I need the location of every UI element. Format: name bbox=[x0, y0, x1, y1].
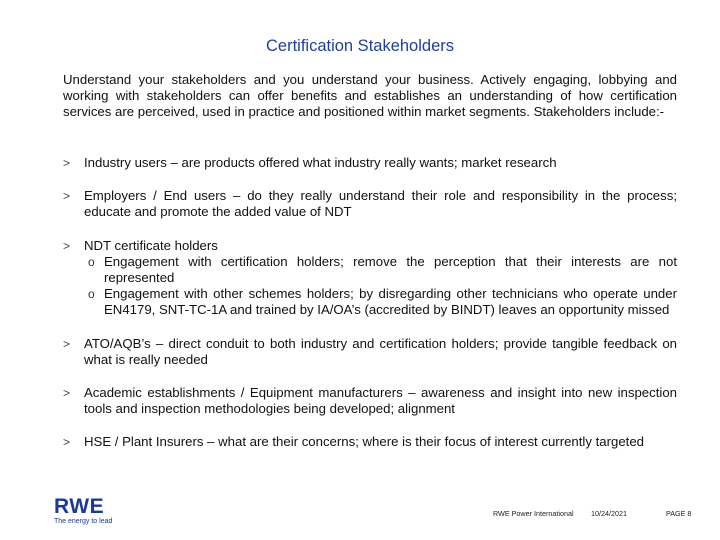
sub-list-item bbox=[84, 286, 677, 318]
sub-list bbox=[84, 254, 677, 319]
slide-title: Certification Stakeholders bbox=[265, 37, 454, 55]
list-item bbox=[63, 434, 677, 450]
list-item-text: Employers / End users – do they really understand their role and responsibility in the process; educate and promote the added value of NDT bbox=[84, 188, 677, 220]
chevron-right-icon: > bbox=[63, 435, 71, 450]
circle-bullet-icon: o bbox=[88, 287, 95, 302]
chevron-right-icon: > bbox=[63, 238, 71, 253]
chevron-right-icon: > bbox=[63, 386, 71, 401]
sub-list-item-text: Engagement with other schemes holders; by disregarding other technicians who operate under EN4179, SNT-TC-1A and trained by IA/OA’s (accredited by BINDT) leaves an opportunity missed bbox=[104, 286, 677, 318]
list-item bbox=[63, 238, 677, 319]
footer-date: 10/24/2021 bbox=[591, 509, 627, 518]
sub-list-item-text: Engagement with certification holders; remove the perception that their interests are not represented bbox=[104, 253, 677, 286]
circle-bullet-icon: o bbox=[88, 254, 95, 269]
footer-company: RWE Power International bbox=[493, 509, 574, 518]
logo-tagline: The energy to lead bbox=[54, 518, 113, 525]
list-item bbox=[63, 155, 677, 171]
sub-list-item bbox=[84, 254, 677, 286]
list-item-text: NDT certificate holders bbox=[84, 237, 218, 253]
footer-page-number: PAGE 8 bbox=[666, 509, 692, 518]
chevron-right-icon: > bbox=[63, 189, 71, 204]
list-item bbox=[63, 336, 677, 368]
rwe-logo bbox=[54, 497, 118, 533]
list-item-text: Industry users – are products offered what industry really wants; market research bbox=[84, 155, 557, 170]
list-item bbox=[63, 188, 677, 220]
logo-wordmark: RWE bbox=[54, 495, 105, 518]
list-item bbox=[63, 385, 677, 417]
intro-paragraph: Understand your stakeholders and you understand your business. Actively engaging, lobbying and working with stakeholders can offer benefits and establishes an understanding of how certification services are perceived, used in practice and positioned within market segments. Stakeholders include:- bbox=[63, 72, 677, 120]
chevron-right-icon: > bbox=[63, 156, 71, 170]
stakeholder-list bbox=[63, 155, 677, 451]
list-item-text: Academic establishments / Equipment manufacturers – awareness and insight into new inspection tools and inspection methodologies being developed; alignment bbox=[84, 385, 677, 417]
list-item-text: HSE / Plant Insurers – what are their concerns; where is their focus of interest currently targeted bbox=[84, 434, 644, 450]
list-item-text: ATO/AQB’s – direct conduit to both industry and certification holders; provide tangible feedback on what is really needed bbox=[84, 335, 677, 367]
chevron-right-icon: > bbox=[63, 336, 71, 351]
